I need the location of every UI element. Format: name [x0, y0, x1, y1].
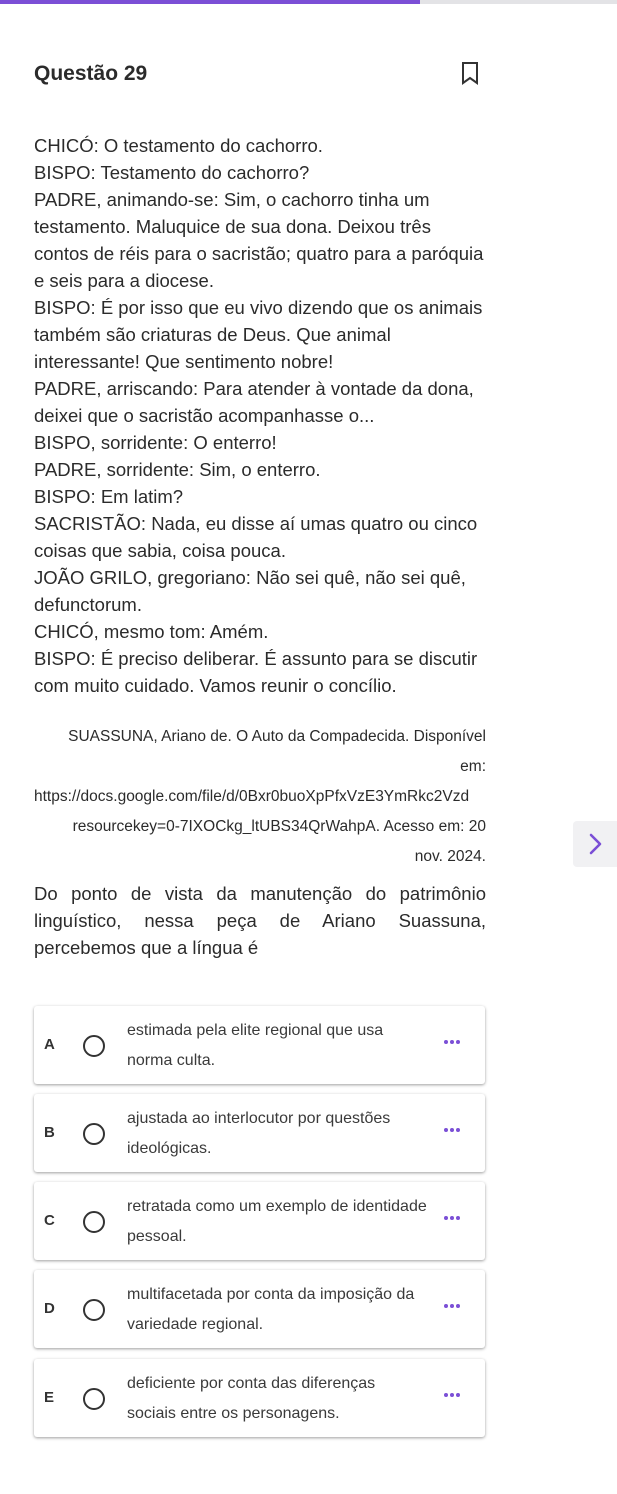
passage-line: CHICÓ, mesmo tom: Amém.: [34, 621, 269, 642]
next-question-button[interactable]: [573, 821, 617, 867]
option-d[interactable]: [34, 1270, 485, 1348]
option-e[interactable]: [34, 1359, 485, 1437]
passage-line: BISPO, sorridente: O enterro!: [34, 432, 277, 453]
option-text: ajustada ao interlocutor por questões ideológicas.: [127, 1110, 391, 1157]
passage-line: CHICÓ: O testamento do cachorro.: [34, 135, 323, 156]
passage-text: [34, 132, 489, 699]
citation-line: em:: [460, 758, 486, 775]
option-letter: E: [44, 1389, 55, 1406]
more-options-icon[interactable]: [438, 1032, 466, 1052]
option-text: retratada como um exemplo de identidade pessoal.: [127, 1198, 427, 1245]
citation-url[interactable]: https://docs.google.com/file/d/0Bxr0buoXpPfxVzE3YmRkc2Vzd: [34, 788, 470, 805]
passage-line: BISPO: Em latim?: [34, 486, 184, 507]
passage-line: BISPO: É preciso deliberar. É assunto para se discutir com muito cuidado. Vamos reunir o concílio.: [34, 648, 478, 696]
citation-line: resourcekey=0-7IXOCkg_ltUBS34QrWahpA. Acesso em: 20: [72, 818, 486, 835]
radio-button[interactable]: [83, 1035, 105, 1057]
source-citation: [34, 722, 486, 872]
chevron-right-icon: [573, 821, 617, 867]
question-stem: Do ponto de vista da manutenção do patrimônio linguístico, nessa peça de Ariano Suassuna, percebemos que a língua é: [34, 883, 486, 958]
option-letter: C: [44, 1212, 55, 1229]
option-text: deficiente por conta das diferenças sociais entre os personagens.: [127, 1375, 376, 1422]
radio-button[interactable]: [83, 1299, 105, 1321]
option-letter: B: [44, 1124, 55, 1141]
citation-line: nov. 2024.: [414, 848, 486, 865]
passage-line: PADRE, sorridente: Sim, o enterro.: [34, 459, 321, 480]
radio-button[interactable]: [83, 1123, 105, 1145]
passage-line: JOÃO GRILO, gregoriano: Não sei quê, não sei quê, defunctorum.: [34, 567, 466, 615]
citation-line: SUASSUNA, Ariano de. O Auto da Compadecida. Disponível: [68, 728, 486, 745]
option-letter: D: [44, 1300, 55, 1317]
option-a[interactable]: [34, 1006, 485, 1084]
option-text: multifacetada por conta da imposição da variedade regional.: [127, 1286, 415, 1333]
more-options-icon[interactable]: [438, 1208, 466, 1228]
option-text: estimada pela elite regional que usa norma culta.: [127, 1022, 384, 1069]
question-header: [34, 60, 484, 90]
more-options-icon[interactable]: [438, 1296, 466, 1316]
passage-line: BISPO: É por isso que eu vivo dizendo que os animais também são criaturas de Deus. Que animal interessante! Que sentimento nobre!: [34, 297, 483, 372]
option-b[interactable]: [34, 1094, 485, 1172]
radio-button[interactable]: [83, 1388, 105, 1410]
passage-line: SACRISTÃO: Nada, eu disse aí umas quatro ou cinco coisas que sabia, coisa pouca.: [34, 513, 478, 561]
progress-fill: [0, 0, 420, 4]
passage-line: PADRE, animando-se: Sim, o cachorro tinha um testamento. Maluquice de sua dona. Deixou três contos de réis para o sacristão; quatro para a paróquia e seis para a diocese.: [34, 189, 484, 291]
option-letter: A: [44, 1036, 55, 1053]
question-title: Questão 29: [34, 62, 148, 85]
passage-line: PADRE, arriscando: Para atender à vontade da dona, deixei que o sacristão acompanhasse o...: [34, 378, 474, 426]
progress-bar: [0, 0, 617, 4]
passage-line: BISPO: Testamento do cachorro?: [34, 162, 310, 183]
radio-button[interactable]: [83, 1211, 105, 1233]
option-c[interactable]: [34, 1182, 485, 1260]
bookmark-icon[interactable]: [459, 60, 481, 86]
more-options-icon[interactable]: [438, 1120, 466, 1140]
more-options-icon[interactable]: [438, 1385, 466, 1405]
